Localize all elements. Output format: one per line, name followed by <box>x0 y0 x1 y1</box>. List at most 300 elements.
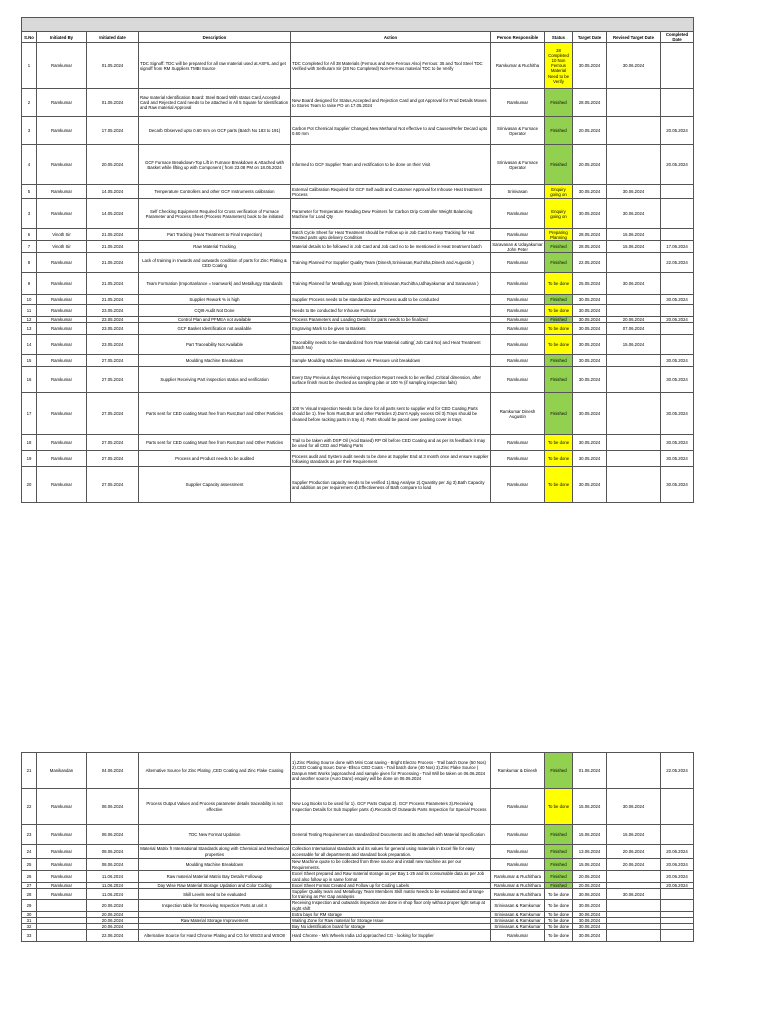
initiated-date-cell: 01.05.2024 <box>87 43 139 89</box>
target-date-cell: 28.05.2024 <box>573 229 607 241</box>
serial-cell: 26 <box>22 871 37 883</box>
status-cell: Finished <box>545 393 573 435</box>
initiated-date-cell: 20.06.2024 <box>87 911 139 917</box>
description-cell: Parts sent for CED coating Must free from Rust,Burr and Other Particles <box>139 435 291 451</box>
description-cell: Raw Material Storage Improvement <box>139 917 291 923</box>
initiated-by-cell: Ramkumar <box>37 871 87 883</box>
initiated-by-cell: Vinoth Sir <box>37 241 87 253</box>
revised-target-date-cell <box>607 253 661 273</box>
action-cell: New Log Books to be used for 1). GCF Parts Output 2). GCF Process Parameters 3).Receiving Inspection Details for Sub Supplier parts 4).Records Of Outwards Parts Inspection for Special Process <box>291 789 491 825</box>
initiated-date-cell: 21.05.2024 <box>87 229 139 241</box>
table-row <box>22 900 694 911</box>
table-row <box>22 185 694 199</box>
initiated-date-cell: 08.06.2024 <box>87 789 139 825</box>
initiated-by-cell: Ramkumar <box>37 295 87 305</box>
revised-target-date-cell <box>607 451 661 467</box>
status-cell: To be done <box>545 930 573 942</box>
serial-cell: 10 <box>22 295 37 305</box>
initiated-by-cell: Manikandan <box>37 753 87 789</box>
revised-target-date-cell: 15.06.2024 <box>607 825 661 845</box>
action-cell: External Calibration Required for GCF Self audit and Customer Approval for Inhouse Heat treatment Process <box>291 185 491 199</box>
col-header: Person Responsible <box>491 32 545 43</box>
status-cell: To be done <box>545 451 573 467</box>
col-header: Target Date <box>573 32 607 43</box>
action-cell: Material details to be followed in Job Card and Job card no to be mentioned in Heat treatment batch <box>291 241 491 253</box>
serial-cell: 8 <box>22 253 37 273</box>
initiated-by-cell: Ramkumar <box>37 273 87 295</box>
action-cell: Process Parameters and Loading Details for parts needs to be finalized <box>291 317 491 323</box>
col-header: Initiated date <box>87 32 139 43</box>
initiated-by-cell: Ramkumar <box>37 355 87 367</box>
initiated-date-cell: 20.06.2024 <box>87 924 139 930</box>
initiated-by-cell: Ramkumar <box>37 89 87 117</box>
initiated-date-cell: 04.06.2024 <box>87 753 139 789</box>
target-date-cell: 30.05.2024 <box>573 393 607 435</box>
person-responsible-cell: Srinivasan & Ramkumar <box>491 900 545 911</box>
target-date-cell: 30.05.2024 <box>573 467 607 503</box>
col-header: Initiated By <box>37 32 87 43</box>
initiated-date-cell: 21.05.2024 <box>87 241 139 253</box>
completed-date-cell: 30.05.2024 <box>661 451 694 467</box>
revised-target-date-cell <box>607 145 661 185</box>
serial-cell: 13 <box>22 323 37 335</box>
table-row <box>22 317 694 323</box>
initiated-by-cell <box>37 900 87 911</box>
person-responsible-cell: Srinivasan & Furnace Operator <box>491 145 545 185</box>
table-row <box>22 467 694 503</box>
status-cell: Finished <box>545 295 573 305</box>
target-date-cell: 30.05.2024 <box>573 335 607 355</box>
revised-target-date-cell: 15.06.2024 <box>607 241 661 253</box>
initiated-by-cell: Ramkumar <box>37 393 87 435</box>
initiated-date-cell: 14.05.2024 <box>87 199 139 229</box>
target-date-cell: 30.05.2024 <box>573 305 607 317</box>
initiated-by-cell: Ramkumar <box>37 825 87 845</box>
action-cell: Process audit and System audit needs to be done at Supplier End at 3 month once and ensure supplier following standards as per their Requirement <box>291 451 491 467</box>
revised-target-date-cell <box>607 89 661 117</box>
person-responsible-cell: Ramkumar <box>491 435 545 451</box>
completed-date-cell: 20.05.2024 <box>661 117 694 145</box>
serial-cell: 12 <box>22 317 37 323</box>
serial-cell: 19 <box>22 451 37 467</box>
target-date-cell: 30.06.2024 <box>573 930 607 942</box>
status-cell: Finished <box>545 89 573 117</box>
table-row <box>22 273 694 295</box>
initiated-by-cell: Ramkumar <box>37 323 87 335</box>
target-date-cell: 22.05.2024 <box>573 253 607 273</box>
person-responsible-cell: Srinivasan & Furnace Operator <box>491 117 545 145</box>
completed-date-cell <box>661 889 694 900</box>
person-responsible-cell: Ramkumar <box>491 930 545 942</box>
action-cell: Supplier Quality team and Metallurgy Team Members Skill matrix Needs to be evaluated and arrange for training as Per Gap analaysis <box>291 889 491 900</box>
description-cell: Process and Product needs to be audited <box>139 451 291 467</box>
completed-date-cell: 22.05.2024 <box>661 253 694 273</box>
description-cell: CQI9 Audit Not Done <box>139 305 291 317</box>
status-cell: Enquiry going on <box>545 199 573 229</box>
completed-date-cell <box>661 825 694 845</box>
description-cell: Self Checking Equipment Required for Cross verification of Furnace Parameter and Process Sheet (Process Parameters) book to be initiated <box>139 199 291 229</box>
initiated-date-cell: 21.05.2024 <box>87 295 139 305</box>
person-responsible-cell: Ramkumar <box>491 253 545 273</box>
table-row <box>22 241 694 253</box>
initiated-by-cell: Ramkumar <box>37 367 87 393</box>
initiated-date-cell: 23.05.2024 <box>87 317 139 323</box>
person-responsible-cell: Ramkumar <box>491 355 545 367</box>
initiated-date-cell: 23.05.2024 <box>87 305 139 317</box>
description-cell: Temperature Controllers and other GCF Instruments calibration <box>139 185 291 199</box>
completed-date-cell <box>661 229 694 241</box>
table-row <box>22 145 694 185</box>
serial-cell: 6 <box>22 229 37 241</box>
table-row <box>22 89 694 117</box>
revised-target-date-cell: 30.06.2024 <box>607 789 661 825</box>
col-header: Status <box>545 32 573 43</box>
completed-date-cell <box>661 185 694 199</box>
target-date-cell: 13.06.2024 <box>573 845 607 859</box>
completed-date-cell <box>661 335 694 355</box>
target-date-cell: 20.06.2024 <box>573 883 607 889</box>
person-responsible-cell: Ramkumar <box>491 317 545 323</box>
status-cell: Finished <box>545 253 573 273</box>
revised-target-date-cell <box>607 295 661 305</box>
action-tracker-table-top <box>21 17 694 503</box>
revised-target-date-cell: 30.06.2024 <box>607 199 661 229</box>
person-responsible-cell: Ramkumar & Ruchithara <box>491 889 545 900</box>
initiated-date-cell: 23.05.2024 <box>87 323 139 335</box>
description-cell: Alternative Source for Zinc Plating ,CED Coating and Zinc Flake Coating <box>139 753 291 789</box>
status-cell: To be done <box>545 917 573 923</box>
description-cell: Parts sent for CED coating Must free from Rust,Burr and Other Particles <box>139 393 291 435</box>
target-date-cell: 20.05.2024 <box>573 145 607 185</box>
status-cell: To be done <box>545 889 573 900</box>
serial-cell: 17 <box>22 393 37 435</box>
header-band <box>22 18 694 32</box>
status-cell: Finished <box>545 859 573 871</box>
description-cell: Lack of training in Inwards and outwards condition of parts for Zinc Plating & CED Coating <box>139 253 291 273</box>
completed-date-cell <box>661 323 694 335</box>
revised-target-date-cell <box>607 467 661 503</box>
revised-target-date-cell <box>607 393 661 435</box>
status-cell: To be done <box>545 900 573 911</box>
description-cell: Process Output Values and Process parameter details traceability is not effective <box>139 789 291 825</box>
revised-target-date-cell: 30.06.2024 <box>607 185 661 199</box>
description-cell: Control Plan and PFMEA not available <box>139 317 291 323</box>
action-cell: Trail to be taken with DSP Oil (Acid Based) RP Oil before CED Coating and as per its feedback it may be used for all CED and Plating Parts <box>291 435 491 451</box>
action-cell: Excel Sheet prepared and Raw material storage as per Bay 1-25 and its consumable data as per Job card also follow up in same format <box>291 871 491 883</box>
status-cell: Finished <box>545 355 573 367</box>
initiated-by-cell: Ramkumar <box>37 435 87 451</box>
status-cell: To be done <box>545 467 573 503</box>
completed-date-cell: 30.05.2024 <box>661 355 694 367</box>
person-responsible-cell: Ramkumar <box>491 229 545 241</box>
person-responsible-cell: Ramkumar & Ruchithara <box>491 871 545 883</box>
description-cell: Part Tracking (Heat Treatment to Final Inspection) <box>139 229 291 241</box>
initiated-date-cell: 21.05.2024 <box>87 253 139 273</box>
initiated-by-cell: Ramkumar <box>37 859 87 871</box>
action-cell: Training Planned for Metallurgy team (Dinesh,Srinivasan,Ruchitha,Udhayakumar and Saravanan ) <box>291 273 491 295</box>
completed-date-cell <box>661 43 694 89</box>
completed-date-cell: 20.06.2024 <box>661 883 694 889</box>
person-responsible-cell: Ramkumar <box>491 467 545 503</box>
initiated-date-cell: 27.05.2024 <box>87 451 139 467</box>
revised-target-date-cell <box>607 305 661 317</box>
initiated-by-cell: Ramkumar <box>37 305 87 317</box>
action-cell: Batch Cycle Sheet for Heat Treatment should be Follow up in Job Card to Keep Tracking for Hot Treated parts upto delivery Condition <box>291 229 491 241</box>
col-header: Action <box>291 32 491 43</box>
serial-cell: 3 <box>22 117 37 145</box>
target-date-cell: 01.06.2024 <box>573 753 607 789</box>
initiated-by-cell: Ramkumar <box>37 145 87 185</box>
revised-target-date-cell <box>607 435 661 451</box>
person-responsible-cell: Ramkumar Dinesh Augustin <box>491 393 545 435</box>
table-row <box>22 789 694 825</box>
initiated-by-cell: Ramkumar <box>37 185 87 199</box>
action-cell: Sample Moulding Machine Breakdown Air Pressure unit breakdown <box>291 355 491 367</box>
person-responsible-cell: Ramkumar & Dinesh <box>491 753 545 789</box>
completed-date-cell <box>661 305 694 317</box>
table-row <box>22 889 694 900</box>
table-row <box>22 845 694 859</box>
initiated-by-cell: Ramkumar <box>37 335 87 355</box>
person-responsible-cell: Saravanan & Udayakumar John Peter <box>492 241 543 252</box>
description-cell: Raw Material Tracking <box>139 241 291 253</box>
action-cell: Informed to GCF Supplier Team and rectification to be done on their Visit <box>291 145 491 185</box>
status-cell: To be done <box>545 789 573 825</box>
status-cell: Finished <box>545 845 573 859</box>
person-responsible-cell: Srinivasan <box>491 185 545 199</box>
serial-cell: 3 <box>22 199 37 229</box>
initiated-date-cell: 08.06.2024 <box>87 859 139 871</box>
serial-cell: 11 <box>22 305 37 317</box>
revised-target-date-cell <box>607 117 661 145</box>
target-date-cell: 25.05.2024 <box>573 273 607 295</box>
table-row <box>22 43 694 89</box>
status-cell: Finished <box>545 145 573 185</box>
status-cell: Finished <box>545 367 573 393</box>
action-tracker-table-bottom <box>21 752 694 942</box>
revised-target-date-cell: 30.06.2024 <box>607 273 661 295</box>
person-responsible-cell: Ramkumar <box>491 367 545 393</box>
status-cell: Finished <box>545 871 573 883</box>
person-responsible-cell: Ramkumar & Ruchitha <box>491 43 545 89</box>
target-date-cell: 28.05.2024 <box>573 89 607 117</box>
serial-cell: 2 <box>22 89 37 117</box>
status-cell: Finished <box>545 317 573 323</box>
target-date-cell: 15.06.2024 <box>573 859 607 871</box>
table-row <box>22 451 694 467</box>
completed-date-cell <box>661 199 694 229</box>
target-date-cell: 30.05.2024 <box>573 43 607 89</box>
target-date-cell: 15.06.2024 <box>573 825 607 845</box>
person-responsible-cell: Ramkumar <box>491 859 545 871</box>
revised-target-date-cell: 15.06.2024 <box>607 229 661 241</box>
completed-date-cell <box>661 89 694 117</box>
serial-cell: 22 <box>22 789 37 825</box>
target-date-cell: 30.06.2024 <box>573 900 607 911</box>
completed-date-cell <box>661 900 694 911</box>
description-cell: Moulding Machine Breakdown <box>139 355 291 367</box>
description-cell: TDC New Format Updation <box>139 825 291 845</box>
table-row <box>22 229 694 241</box>
person-responsible-cell: Ramkumar <box>491 335 545 355</box>
initiated-date-cell: 08.06.2024 <box>87 825 139 845</box>
table-row <box>22 930 694 942</box>
initiated-date-cell: 01.05.2024 <box>87 89 139 117</box>
revised-target-date-cell: 07.06.2024 <box>607 323 661 335</box>
status-cell: To be done <box>545 323 573 335</box>
serial-cell: 20 <box>22 467 37 503</box>
action-cell: Excel Sheet Format Created and Follow up for Coding Labels <box>291 883 491 889</box>
status-cell: To be done <box>545 911 573 917</box>
status-cell: To be done <box>545 924 573 930</box>
initiated-by-cell: Vinoth Sir <box>37 229 87 241</box>
column-header-row <box>22 32 694 43</box>
person-responsible-cell: Ramkumar <box>491 273 545 295</box>
status-cell: Enquiry going on <box>545 185 573 199</box>
person-responsible-cell: Ramkumar <box>491 323 545 335</box>
target-date-cell: 30.05.2024 <box>573 185 607 199</box>
target-date-cell: 30.05.2024 <box>573 435 607 451</box>
action-cell: Every Day Previous days Receiving Inspection Report needs to be verified ,Critical dimension, after surface finish must be checked as sampling plan or 100 % (if sampling inspection fails) <box>291 367 491 393</box>
completed-date-cell: 30.05.2024 <box>661 295 694 305</box>
initiated-date-cell: 27.05.2024 <box>87 467 139 503</box>
person-responsible-cell: Ramkumar <box>491 295 545 305</box>
serial-cell: 21 <box>22 753 37 789</box>
description-cell: GCF Furnace Breakdown-Top Lift in Furnace Breakdown & Attached with Basket while lifting up with Component ( from 23.08 PM on 18.05.2024 <box>139 145 291 185</box>
target-date-cell: 30.05.2024 <box>573 199 607 229</box>
serial-cell: 5 <box>22 185 37 199</box>
initiated-date-cell: 21.05.2024 <box>87 273 139 295</box>
serial-cell: 7 <box>22 241 37 253</box>
initiated-by-cell: Ramkumar <box>37 43 87 89</box>
revised-target-date-cell: 20.06.2024 <box>607 845 661 859</box>
target-date-cell: 30.06.2024 <box>573 917 607 923</box>
serial-cell: 25 <box>22 859 37 871</box>
initiated-by-cell: Ramkumar <box>37 789 87 825</box>
action-cell: TDC Completed for All 38 Materials (Ferrous and Non-Ferrous Also) Ferrous: 35 and Tool Steel TDC Verified with Sethuram Sir (28 No Completed) Non-Ferrous material TDC to be Verify <box>291 43 491 89</box>
table-row <box>22 295 694 305</box>
initiated-date-cell: 20.05.2024 <box>87 145 139 185</box>
table-row <box>22 367 694 393</box>
initiated-date-cell: 27.05.2024 <box>87 393 139 435</box>
col-header: Description <box>139 32 291 43</box>
status-cell: Finished <box>545 241 573 253</box>
target-date-cell: 30.06.2024 <box>573 924 607 930</box>
initiated-date-cell: 22.06.2024 <box>87 930 139 942</box>
revised-target-date-cell <box>607 930 661 942</box>
table-row <box>22 253 694 273</box>
action-cell: Engraving Mark to be given to Baskets <box>291 323 491 335</box>
status-cell: To be done <box>545 305 573 317</box>
initiated-by-cell: Ramkumar <box>37 253 87 273</box>
revised-target-date-cell: 20.06.2024 <box>607 859 661 871</box>
initiated-by-cell: Ramkumar <box>37 199 87 229</box>
status-cell: To be done <box>545 435 573 451</box>
serial-cell: 24 <box>22 845 37 859</box>
target-date-cell: 30.05.2024 <box>573 451 607 467</box>
table-row <box>22 924 694 930</box>
action-cell: Needs to Be conducted for Inhouse Furnace <box>291 305 491 317</box>
initiated-by-cell <box>37 930 87 942</box>
initiated-date-cell: 20.06.2024 <box>87 900 139 911</box>
initiated-date-cell: 23.05.2024 <box>87 335 139 355</box>
completed-date-cell: 30.05.2024 <box>661 367 694 393</box>
serial-cell: 31 <box>22 917 37 923</box>
target-date-cell: 30.05.2024 <box>573 317 607 323</box>
revised-target-date-cell: 30.06.2024 <box>607 889 661 900</box>
table-row <box>22 435 694 451</box>
description-cell: Skill Levels need to be evaluated <box>139 889 291 900</box>
serial-cell: 16 <box>22 367 37 393</box>
target-date-cell: 30.05.2024 <box>573 295 607 305</box>
status-cell: Finished <box>545 825 573 845</box>
action-cell: Parameter for Temperature Reading Dew Pointers for Carbon Drip Controller Weight Balancing Machine for Load Qty <box>291 199 491 229</box>
target-date-cell: 28.05.2024 <box>573 241 607 253</box>
description-cell: Raw material Identification Board: Steel Board With status Card,Accepted Card and Rejected Card needs to be attached in All 5 Square for Identification and Raw material Approval <box>139 89 291 117</box>
status-cell: To be done <box>545 335 573 355</box>
initiated-by-cell: Ramkumar <box>37 883 87 889</box>
initiated-date-cell: 27.05.2024 <box>87 367 139 393</box>
serial-cell: 27 <box>22 883 37 889</box>
status-cell: 28 Completed 10 Non Ferrous Material Need to be Verify <box>545 43 573 89</box>
initiated-by-cell: Ramkumar <box>37 845 87 859</box>
target-date-cell: 30.06.2024 <box>573 889 607 900</box>
description-cell: Raw material Material Matrix Bay Details Followup <box>139 871 291 883</box>
description-cell: Decarb Observed upto 0.60 mm on GCF parts (Batch No 183 to 191) <box>139 117 291 145</box>
target-date-cell: 20.06.2024 <box>573 871 607 883</box>
person-responsible-cell: Ramkumar <box>491 825 545 845</box>
completed-date-cell <box>661 273 694 295</box>
initiated-date-cell: 08.06.2024 <box>87 845 139 859</box>
action-cell: Training Planned For Supplier Quality Team (Dinesh,Srinivasan,Ruchitha,Dinesh and Augustin ) <box>291 253 491 273</box>
person-responsible-cell: Ramkumar <box>491 451 545 467</box>
initiated-by-cell: Ramkumar <box>37 451 87 467</box>
table-row <box>22 871 694 883</box>
person-responsible-cell: Srinivasan & Ramkumar <box>491 917 545 923</box>
description-cell: Team Formation (Importanlance = teamwork) and Metallurgy Standards <box>139 273 291 295</box>
action-cell: 100 % Visual Inspection Needs to be done for all parts sent to supplier end for CED Coating,Parts should be 1). free from Rust,Burr and other Particles 2).Don't Apply excess Oil 3).Trays should be cleaned before racking parts in tray 4). Parts should be paced over packing cover in trays <box>291 393 491 435</box>
action-cell: New Board designed for Status,Accepted and Rejection Card and got Approval for Prod Details Moves to Stores Team to raise PO on 17.05.2024 <box>291 89 491 117</box>
table-row <box>22 199 694 229</box>
person-responsible-cell: Ramkumar <box>491 305 545 317</box>
completed-date-cell: 20.06.2024 <box>661 871 694 883</box>
revised-target-date-cell <box>607 900 661 911</box>
status-cell: Preparing Planning <box>545 229 573 241</box>
serial-cell: 15 <box>22 355 37 367</box>
initiated-by-cell: Ramkumar <box>37 467 87 503</box>
initiated-date-cell: 14.05.2024 <box>87 185 139 199</box>
col-header: S.No <box>22 32 37 43</box>
initiated-by-cell: Ramkumar <box>37 889 87 900</box>
action-cell: New Machine quote to be collected from three source and install new machine as per our Requirements. <box>291 859 491 871</box>
serial-cell: 23 <box>22 825 37 845</box>
description-cell: Part Traceability Not Available <box>139 335 291 355</box>
action-cell: Traceability needs to be standardized from Raw Material cutting( Job Card No) and Heat Treatment (Batch No) <box>291 335 491 355</box>
action-cell: General Testing Requirement as standardized Documents and its attached with Material Specification <box>291 825 491 845</box>
table-row <box>22 323 694 335</box>
table-row <box>22 393 694 435</box>
description-cell: Supplier Receiving Part inspection status and verification <box>139 367 291 393</box>
status-cell: Finished <box>545 117 573 145</box>
initiated-date-cell: 27.05.2024 <box>87 435 139 451</box>
person-responsible-cell: Ramkumar & Ruchithara <box>491 883 545 889</box>
action-cell: Carbon Pot Chemical Supplier Changed,New Methanol Not effective to and Causes/Refer Decard upto 0.60 mm <box>291 117 491 145</box>
revised-target-date-cell <box>607 367 661 393</box>
target-date-cell: 30.05.2024 <box>573 355 607 367</box>
target-date-cell: 20.05.2024 <box>573 117 607 145</box>
col-header: Completed Date <box>661 32 694 43</box>
revised-target-date-cell: 30.06.2024 <box>607 43 661 89</box>
